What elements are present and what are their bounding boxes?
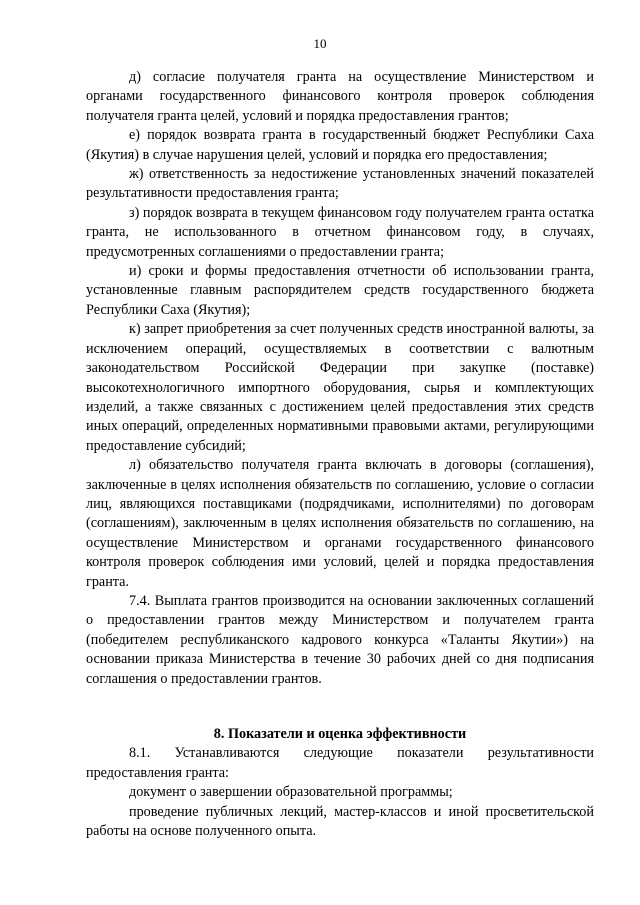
- document-body: [86, 68, 594, 841]
- indicator-item-2: проведение публичных лекций, мастер-классов и иной просветительской работы на основе полученного опыта.: [86, 803, 594, 840]
- indicator-item-1: документ о завершении образовательной программы;: [129, 784, 453, 801]
- paragraph-z: з) порядок возврата в текущем финансовом году получателем гранта остатка гранта, не использованного в отчетном финансовом году, в случаях, предусмотренных соглашениями о предоставлении гранта;: [86, 204, 594, 260]
- page-number: 10: [313, 36, 327, 51]
- paragraph-e: е) порядок возврата гранта в государственный бюджет Республики Саха (Якутия) в случае нарушения целей, условий и порядка его предоставления;: [86, 127, 594, 163]
- paragraph-8-1: 8.1. Устанавливаются следующие показатели результативности предоставления гранта:: [86, 745, 594, 781]
- paragraph-l: л) обязательство получателя гранта включать в договоры (соглашения), заключенные в целях исполнения обязательств по соглашению, условие о согласии лиц, являющихся поставщиками (подрядчиками, исполнителями) по договорам (соглашениям), заключенным в целях исполнения обязательств по соглашению, на осуществление Министерством и органами государственного финансового контроля проверок соблюдения ими условий, целей и порядка предоставления гранта.: [86, 457, 594, 590]
- paragraph-7-4: 7.4. Выплата грантов производится на основании заключенных соглашений о предоставлении грантов между Министерством и получателем гранта (победителем республиканского кадрового конкурса «Таланты Якутии») на основании приказа Министерства в течение 30 рабочих дней со дня подписания соглашения о предоставлении грантов.: [86, 592, 594, 687]
- paragraph-d: д) согласие получателя гранта на осуществление Министерством и органами государственного финансового контроля проверок соблюдения получателя гранта целей, условий и порядка предоставления грантов;: [86, 69, 594, 124]
- paragraph-k: к) запрет приобретения за счет полученных средств иностранной валюты, за исключением операций, осуществляемых в соответствии с валютным законодательством Российской Федерации при закупке (поставке) высокотехнологичного импортного оборудования, сырья и комплектующих изделий, а также связанных с достижением целей предоставления этих средств иных операций, определенных нормативными правовыми актами, регулирующими предоставление субсидий;: [86, 321, 594, 454]
- section-heading: 8. Показатели и оценка эффективности: [213, 726, 467, 742]
- paragraph-i: и) сроки и формы предоставления отчетности об использовании гранта, установленные главным распорядителем средств государственного бюджета Республики Саха (Якутия);: [86, 263, 594, 318]
- paragraph-zh: ж) ответственность за недостижение установленных значений показателей результативности предоставления гранта;: [86, 166, 594, 202]
